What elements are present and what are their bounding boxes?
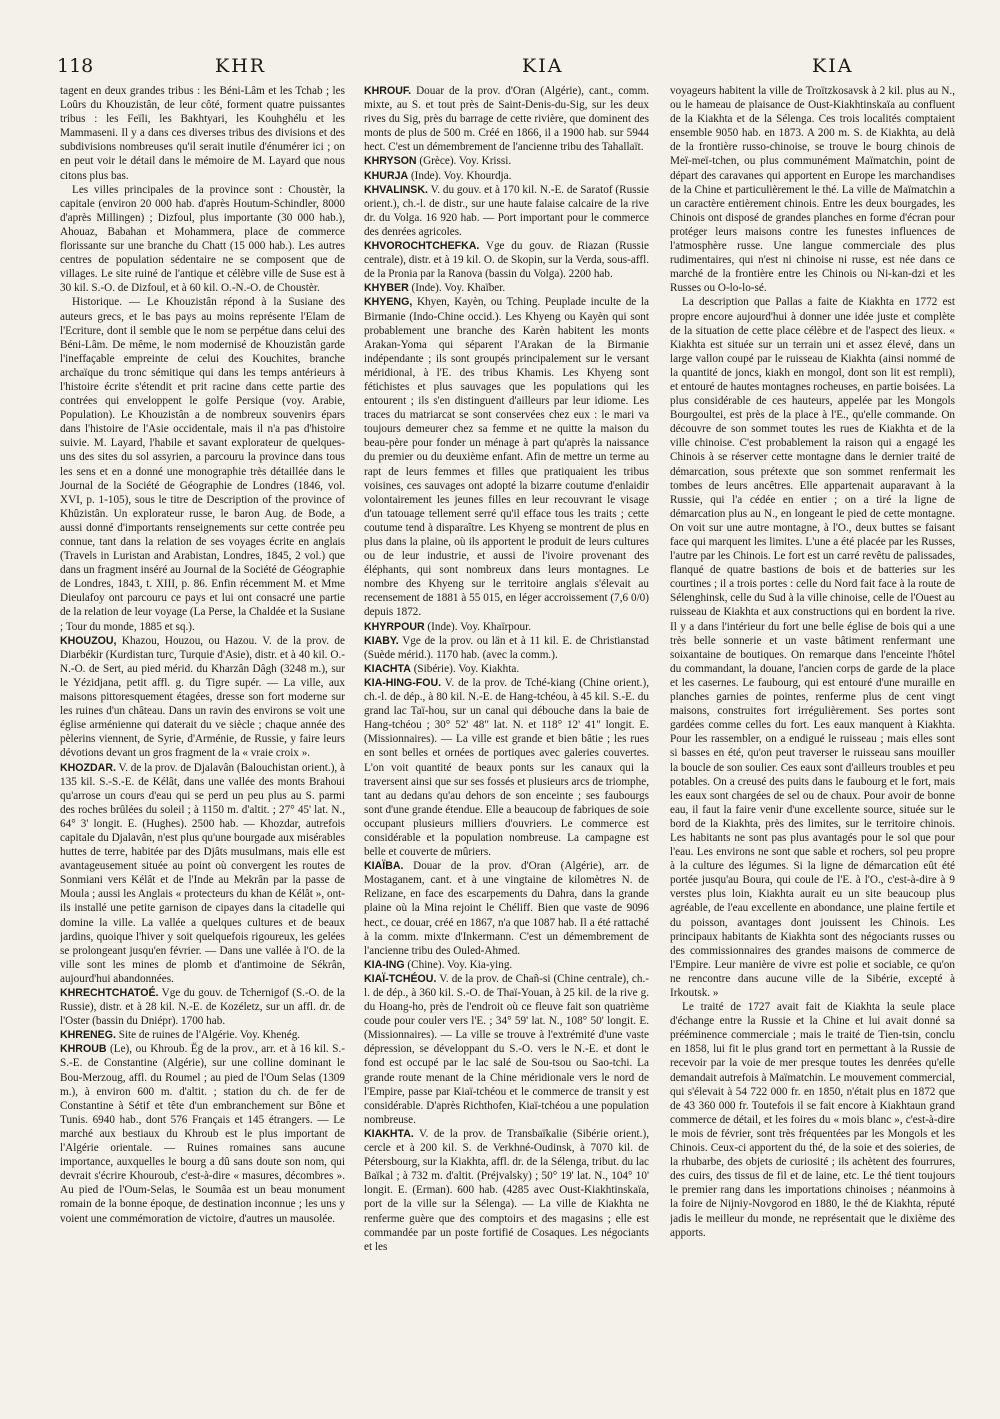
entry-headword: KHYENG,	[364, 296, 413, 309]
dictionary-entry	[60, 761, 345, 987]
dictionary-entry	[60, 1042, 345, 1225]
entry-text: Douar de la prov. d'Oran (Algérie), cant., comm. mixte, au S. et tout près de Saint-Denis-du-Sig, sur les deux rives du Sig, près du barrage de cette rivière, que dominent des monts de plus de 500 m. Créé en 1866, il a 1900 hab. sur 5944 hect. C'est un démembrement de l'ancienne tribu des Tahallaït.	[364, 85, 649, 154]
entry-text: La description que Pallas a faite de Kiakhta en 1772 est propre encore aujourd'hui à donner une idée juste et complète de la situation de cette place célèbre et de l'aspect des lieux. « Kiakhta est située sur un terrain uni et assez élevé, dans un large vallon coupé par le ruisseau de Kiakhta (ainsi nommé de la quantité de joncs, kiakh en mongol, dont son lit est rempli), et entouré de hautes montagnes rocheuses, en partie boisées. La plus considérable de ces hauteurs, appelée par les Mongols Bourgoultei, est près de la place à l'E., qu'elle commande. On découvre de son sommet toutes les rues de Kiakhta et de la ville chinoise. C'est probablement la raison qui a engagé les Chinois à se réserver cette montagne dans le dernier traité de démarcation, sous prétexte que son sommet renfermait les tombes de leurs ancêtres. Elle appartenait auparavant à la Russie, qui l'a cédée en entier ; on a tiré la ligne de démarcation plus au N., en longeant le pied de cette montagne. On voit sur une autre montagne, à l'O., deux buttes se faisant face qui marquent les limites. L'une a été placée par les Russes, l'autre par les Chinois. Le fort est un carré revêtu de palissades, flanqué de quatre bastions de bois et de batteries sur les courtines ; il a trois portes : celle du Nord fait face à la route de Sélenghinsk, celle du Sud à la ville chinoise, celle de l'Ouest au ruisseau de Kiakhta et aux constructions qui en bordent la rive. Il y a dans l'intérieur du fort une belle église de bois qui a une très belle sonnerie et un vaste bâtiment renfermant une soixantaine de boutiques. On remarque dans l'enceinte l'hôtel du commandant, la douane, l'ancien corps de garde de la place et les casernes. Le faubourg, qui est entouré d'une muraille en planches garnies de pointes, renferme plus de cent vingt maisons, construites fort irrégulièrement. Ses portes sont gardées comme celles du fort. Les eaux manquent à Kiakhta. Pour les rassembler, on a endigué le ruisseau ; mais elles sont si basses en été, qu'on peut traverser le ruisseau sans mouiller la boucle de son soulier. Ces eaux sont d'ailleurs troubles et peu potables. On a creusé des puits dans le faubourg et le fort, mais les eaux sont chargées de sel ou de chaux. Pour avoir de bonne eau, il faut la faire venir d'une excellente source, située sur le bord de la Kiakhta, près des limites, sur le territoire chinois. Les habitants ne sont pas plus avantagés pour le sol que pour l'eau. Les environs ne sont que sable et rochers, sol peu propre à la culture des légumes. Si la ligne de démarcation eût été portée jusqu'au Boura, qui coule de l'E. à l'O., c'est-à-dire à 9 verstes plus loin, Kiakhta aurait eu un site beaucoup plus agréable, de l'eau excellente en abondance, une plaine fertile et du poisson, avantages dont jouissent les Chinois. Les principaux habitants de Kiakhta sont des négociants russes ou des commissionnaires des grandes maisons de commerce de l'Empire. Leur manière de vivre est polie et sociable, ce qu'on ne rencontre dans aucune ville de la Sibérie, excepté à Irkoutsk. »	[670, 296, 955, 999]
dictionary-entry	[364, 183, 649, 239]
entry-headword: KHURJA	[364, 169, 409, 182]
entry-headword: KIAKHTA.	[364, 1127, 414, 1140]
entry-text: (Inde). Voy. Khaïrpour.	[424, 620, 531, 633]
entry-headword: KIABY.	[364, 634, 399, 647]
dictionary-entry	[364, 169, 649, 183]
entry-text: V. de la prov. de Chañ-si (Chine centrale), ch.-l. de dép., à 360 kil. S.-O. de Thaï-Youan, à 25 kil. de la rive g. du Hoang-ho, près de l'endroit où ce fleuve fait son quatrième coude pour couler vers l'E. ; 34° 59' lat. N., 108° 50' longit. E. (Missionnaires). — La ville se trouve à l'extrémité d'une vaste dépression, se développant du S.-O. vers le N.-E. et dont le fond est occupé par le lac salé de Sou-tsou ou Sao-tchi. La grande route menant de la Chine méridionale vers le nord de l'Empire, passe par Kiaï-tchéou et le commerce de transit y est considérable. D'après Richthofen, Kiaï-tchéou a une population nombreuse.	[364, 972, 649, 1126]
entry-text: Site de ruines de l'Algérie. Voy. Khenég.	[115, 1029, 301, 1042]
dictionary-entry	[364, 1127, 649, 1254]
entry-text: Vge du gouv. de Riazan (Russie centrale), distr. et à 19 kil. O. de Skopin, sur la Verda, sous-affl. de la Pronia par la Ranova (bassin du Volga). 2200 hab.	[364, 240, 649, 281]
entry-headword: KIA-ING	[364, 958, 405, 971]
entry-text: V. de la prov. de Transbaïkalie (Sibérie orient.), cercle et à 200 kil. S. de Verkhné-Oudinsk, à 7070 kil. de Pétersbourg, sur la Kiakhta, affl. dr. de la Sélenga, tribut. du lac Baïkal ; à 732 m. d'altit. (Préjvalsky) ; 50° 19' lat. N., 104° 10' longit. E. (Erman). 600 hab. (4285 avec Oust-Kiakhtinskaïa, port de la ville sur la Sélenga). — La ville de Kiakhta ne renferme guère que des comptoirs et des magasins ; elle est commandée par un poste fortifié de Cosaques. Les négociants et les	[364, 1127, 649, 1253]
entry-headword: KHRYSON	[364, 155, 417, 168]
dictionary-entry	[364, 662, 649, 676]
entry-headword: KIAÏBA.	[364, 860, 404, 873]
entry-text: Khazou, Houzou, ou Hazou. V. de la prov. de Diarbékir (Kurdistan turc, Turquie d'Asie), distr. et à 40 kil. O.-N.-O. de Sert, au pied mérid. du Kharzân Dâgh (3248 m.), sur le Yézidjana, petit affl. g. du Tigre supér. — La ville, aux maisons pittoresquement étagées, dresse son fort moderne sur les ruines d'un château. Dans un ravin des environs se voit une église arménienne qui daterait du ve siècle ; chaque année des pèlerins viennent, de Syrie, d'Arménie, de Russie, y faire leurs dévotions devant un gros fragment de la « vraie croix ».	[60, 634, 345, 760]
paragraph	[670, 295, 955, 1000]
entry-headword: KHRENEG.	[60, 1029, 116, 1042]
entry-headword: KHVOROCHTCHEFKA.	[364, 240, 480, 253]
entry-headword: KHOZDAR.	[60, 761, 116, 774]
entry-text: V. du gouv. et à 170 kil. N.-E. de Saratof (Russie orient.), ch.-l. de distr., sur une haute falaise calcaire de la rive dr. du Volga. 16 920 hab. — Port important pour le commerce des denrées agricoles.	[364, 183, 649, 238]
dictionary-entry	[364, 676, 649, 859]
entry-text: (Le), ou Khroub. Ëg de la prov., arr. et à 16 kil. S.-S.-E. de Constantine (Algérie), sur une colline dominant le Bou-Merzoug, affl. du Roumel ; au pied de l'Oum Selas (1309 m.), à environ 600 m. d'altit. ; station du ch. de fer de Constantine à Sétif et tête d'un embranchement sur Bône et Tunis. 6940 hab., dont 576 Français et 145 étrangers. — Le marché aux bestiaux du Khroub est le plus important de l'Algérie orientale. — Ruines romaines sans aucune importance, auxquelles le bourg a dû sans doute son nom, qui devrait s'écrire Khouroub, c'est-à-dire « masures, décombres ». Au pied de l'Oum-Selas, le Soumâa est un beau monument romain de la bonne époque, de destination inconnue ; les uns y voient une commémoration de victoire, d'autres un mausolée.	[60, 1043, 345, 1225]
entry-text: Historique. — Le Khouzistân répond à la Susiane des auteurs grecs, et le bas pays au moins représente l'Elam de l'Ecriture, dont il semble que le nom se perpétue dans celui des Béni-Lâm. De même, le nom modernisé de Khouzistân garde l'ineffaçable empreinte de celui des Kouchites, branche archaïque du tronc sémitique qui dans les temps antérieurs à l'histoire écrite s'étendit et prit racine dans cette partie des contrées qui enveloppent le golfe Persique (voy. Arabie, Population). Le Khouzistân a de nombreux souvenirs épars dans l'histoire de l'Asie occidentale, mais il n'a pas d'histoire suivie. M. Layard, l'habile et savant explorateur de quelques-uns des sites du sol assyrien, a parcouru la province dans tous les sens et en a donné une monographie très détaillée dans le Journal de la Société de Géographie de Londres (1846, vol. XVI, p. 1-105), sous le titre de Description of the province of Khûzistân. Un explorateur russe, le baron Aug. de Bode, a aussi donné d'importants renseignements sur cette contrée peu connue, tant dans la relation de ses voyages écrite en anglais (Travels in Luristan and Arabistan, Londres, 1845, 2 vol.) que dans un fragment inséré au Journal de la Société de Géographie de Londres, 1843, t. XIII, p. 86. Enfin récemment M. et Mme Dieulafoy ont parcouru ce pays et lui ont consacré une partie de la relation de leur voyage (La Perse, la Chaldée et la Susiane ; Tour du monde, 1885 et sq.).	[60, 296, 345, 633]
paragraph	[60, 183, 345, 296]
entry-headword: KHOUZOU,	[60, 634, 117, 647]
entry-headword: KIAÏ-TCHÉOU.	[364, 972, 437, 985]
text-column-2	[364, 84, 649, 1409]
paragraph	[670, 84, 955, 295]
entry-text: (Grèce). Voy. Krissi.	[416, 155, 512, 168]
entry-text: Le traité de 1727 avait fait de Kiakhta la seule place d'échange entre la Russie et la Chine et lui avait donné sa prééminence commerciale ; mais le traité de Tien-tsin, conclu en 1858, lui fit le plus grand tort en permettant à la Russie de recevoir par la voie de mer presque toutes les denrées qu'elle demandait autrefois à Maïmatchin. Le mouvement commercial, qui s'élevait à 54 722 000 fr. en 1850, n'était plus en 1872 que de 43 360 000 fr. Toutefois il se fait encore à Kiakhtaun grand commerce de détail, et les foires du « mois blanc », c'est-à-dire le mois de février, sont très fréquentées par les Mongols et les Chinois. Ceux-ci apportent du thé, de la soie et des soieries, de la rhubarbe, des objets de curiosité ; ils achètent des fourrures, des cuirs, des tissus de fil et de laine, etc. Le thé tient toujours le premier rang dans les importations chinoises ; néanmoins à la foire de Nijniy-Novgorod en 1880, le thé de Kiakhta, réputé jadis le meilleur du monde, ne représentait que le dixième des apports.	[670, 1001, 955, 1239]
dictionary-entry	[60, 634, 345, 761]
entry-text: (Inde). Voy. Khourdja.	[408, 169, 512, 182]
entry-text: V. de la prov. de Djalavân (Balouchistan orient.), à 135 kil. S.-S.-E. de Kélât, dans une vallée des monts Brahoui qu'arrose un cours d'eau qui se perd un peu plus au S. parmi des roches brûlées du soleil ; à 1150 m. d'altit. ; 27° 45' lat. N., 64° 3' longit. E. (Hughes). 2500 hab. — Khozdar, autrefois capitale du Djalavân, n'est plus qu'une bourgade aux misérables huttes de terre, habitée par des Djâts musulmans, mais elle est avantageusement située au point où convergent les routes de Sonmiani vers Kélât et de l'Inde au Mekrân par la passe de Moula ; aussi les Anglais « protecteurs du khan de Kélât », ont-ils installé une petite garnison de cipayes dans la citadelle qui domine la ville. La vallée a quelques cultures et de beaux jardins, quoique l'hiver y soit quelquefois rigoureux, les gelées se prolongeant jusqu'en février. — Dans une vallée à l'O. de la ville sont les mines de plomb et d'antimoine de Sékrân, aujourd'hui abandonnées.	[60, 761, 345, 985]
dictionary-entry	[364, 84, 649, 154]
entry-text: V. de la prov. de Tché-kiang (Chine orient.), ch.-l. de dép., à 80 kil. N.-E. de Hang-tchéou, à 45 kil. S.-E. du grand lac Taï-hou, sur un canal qui débouche dans la baie de Hang-tchéou ; 30° 52' 48" lat. N. et 118° 12' 41" longit. E. (Missionnaires). — La ville est grande et bien bâtie ; les rues en sont belles et ornées de portiques avec galeries couvertes. L'on voit quantité de beaux ponts sur les canaux qui la traversent ainsi que sur ses fossés et plusieurs arcs de triomphe, tant au dedans qu'au dehors de son enceinte ; ses faubourgs sont d'une grande étendue. Elle a beaucoup de fabriques de soie occupant plusieurs milliers d'ouvriers. Le commerce est considérable et la population nombreuse. La campagne est belle et couverte de mûriers.	[364, 676, 649, 859]
entry-headword: KHROUB	[60, 1043, 107, 1056]
dictionary-entry	[60, 1028, 345, 1042]
entry-text: tagent en deux grandes tribus : les Béni-Lâm et les Tchab ; les Loûrs du Khouzistân, de leur côté, forment quatre puissantes tribus : les Feïli, les Bakhtyari, les Kouhghélu et les Mammaseni. Il y a dans ces diverses tribus des divisions et des subdivisions nombreuses qu'il serait inutile d'énumérer ici ; on en peut voir le détail dans le mémoire de M. Layard que nous citons plus bas.	[60, 85, 345, 182]
entry-text: Douar de la prov. d'Oran (Algérie), arr. de Mostaganem, cant. et à une vingtaine de kilomètres N. de Relizane, en face des escarpements du Dahra, dans la grande plaine où la Mina rejoint le Chéliff. Bien que vaste de 9096 hect., ce douar, créé en 1867, n'a que 1087 hab. Il a été rattaché à la comm. mixte d'Inkermann. C'est un démembrement de l'ancienne tribu des Ouled-Ahmed.	[364, 860, 649, 957]
page-header	[0, 55, 1000, 85]
entry-headword: KHYBER	[364, 282, 409, 295]
entry-text: Vge de la prov. ou län et à 11 kil. E. de Christianstad (Suède mérid.). 1170 hab. (avec la comm.).	[364, 634, 649, 661]
dictionary-entry	[364, 281, 649, 295]
dictionary-entry	[364, 958, 649, 972]
entry-headword: KIACHTA	[364, 662, 411, 675]
entry-text: voyageurs habitent la ville de Troïtzkosavsk à 2 kil. plus au N., ou le hameau de plaisance de Oust-Kiakhtinskaïa au confluent de la Kiakhta et de la Sélenga. Ces trois localités comptaient ensemble 9050 hab. en 1873. A 200 m. S. de Kiakhta, au delà de la frontière russo-chinoise, se trouve le bourg chinois de Meï-meï-tchen, ou plus communément Maïmatchin, point de départ des caravanes qui apportent en Europe les marchandises de la Chine et particulièrement le thé. La ville de Maïmatchin a un caractère entièrement chinois. Entre les deux bourgades, les Chinois ont disposé de grandes planches en forme d'écran pour protéger leurs maisons contre les funestes influences de l'atmosphère russe. Une langue commerciale des plus rudimentaires, qui n'est ni chinoise ni russe, est née dans ce marché de la frontière entre les Chinois ou Ni-kan-dzi et les Russes ou O-lo-lo-sé.	[670, 85, 955, 295]
entry-text: (Chine). Voy. Kia-ying.	[404, 958, 513, 971]
dictionary-entry	[364, 620, 649, 634]
dictionary-entry	[364, 972, 649, 1127]
dictionary-entry	[60, 986, 345, 1028]
paragraph	[60, 84, 345, 183]
entry-headword: KIA-HING-FOU.	[364, 676, 442, 689]
dictionary-entry	[364, 634, 649, 662]
text-column-3	[670, 84, 955, 1409]
running-head-center: KIA	[522, 55, 564, 77]
dictionary-entry	[364, 859, 649, 958]
entry-text: Khyen, Kayèn, ou Tching. Peuplade inculte de la Birmanie (Indo-Chine occid.). Les Khyeng ou Kayèn qui sont probablement une branche des Karèn habitent les monts Arakan-Yoma qui séparent l'Arakan de la Birmanie indépendante ; ils sont groupés principalement sur le versant méridional, à l'E. des tribus Khamis. Les Khyeng sont fétichistes et plus sauvages que les populations qui les entourent ; ils s'en distinguent d'ailleurs par leur idiome. Les traces du matriarcat se sont conservées chez eux : le mari va toujours demeurer chez sa femme et ne quitte la maison du beau-père pour fonder un ménage à part qu'après la naissance du premier ou du deuxième enfant. Afin de mettre un terme au rapt de leurs femmes et filles que pratiquaient les tribus voisines, ces sauvages ont adopté la bizarre coutume d'enlaidir volontairement les jeunes filles en leur recouvrant le visage d'un tatouage tellement serré qu'il efface tous les traits ; cette coutume tend à disparaître. Les Khyeng se montrent de plus en plus dans la plaine, où ils apportent le produit de leurs cultures ou de leur industrie, et aussi de l'ivoire provenant des éléphants, qui sont nombreux dans leurs montagnes. Le nombre des Khyeng sur le territoire anglais s'élevait au recensement de 1881 à 55 015, en léger accroissement (7,6 0/0) depuis 1872.	[364, 296, 649, 619]
entry-headword: KHRECHTCHATOÉ.	[60, 987, 159, 999]
entry-headword: KHROUF.	[364, 85, 412, 97]
dictionary-entry	[364, 154, 649, 168]
entry-text: (Sibérie). Voy. Kiakhta.	[410, 662, 520, 675]
paragraph	[60, 295, 345, 633]
dictionary-entry	[364, 295, 649, 619]
dictionary-entry	[364, 239, 649, 281]
entry-text: (Inde). Voy. Khaïber.	[408, 282, 506, 295]
text-column-1	[60, 84, 345, 1409]
page-number: 118	[57, 55, 94, 77]
entry-headword: KHYRPOUR	[364, 620, 425, 633]
entry-headword: KHVALINSK.	[364, 183, 428, 196]
entry-text: Les villes principales de la province sont : Choustèr, la capitale (environ 20 000 hab. d'après Houtum-Schindler, 8000 d'après Millingen) ; Dizfoul, plus importante (30 000 hab.), Ahouaz, Babahan et Mohammera, place de commerce florissante sur une branche du Chatt (15 000 hab.). Les autres centres de population sédentaire ne se composent que de villages. Le site ruiné de l'antique et célèbre ville de Suse est à 30 kil. S.-O. de Dizfoul, et à 60 kil. O.-N.-O. de Choustèr.	[60, 183, 345, 295]
paragraph	[670, 1000, 955, 1240]
running-head-right: KIA	[812, 55, 854, 77]
running-head-left: KHR	[215, 55, 267, 77]
entry-text: Vge du gouv. de Tchernigof (S.-O. de la Russie), distr. et à 28 kil. N.-E. de Kozéletz, sur un affl. dr. de l'Oster (bassin du Dniépr). 1700 hab.	[60, 987, 345, 1028]
